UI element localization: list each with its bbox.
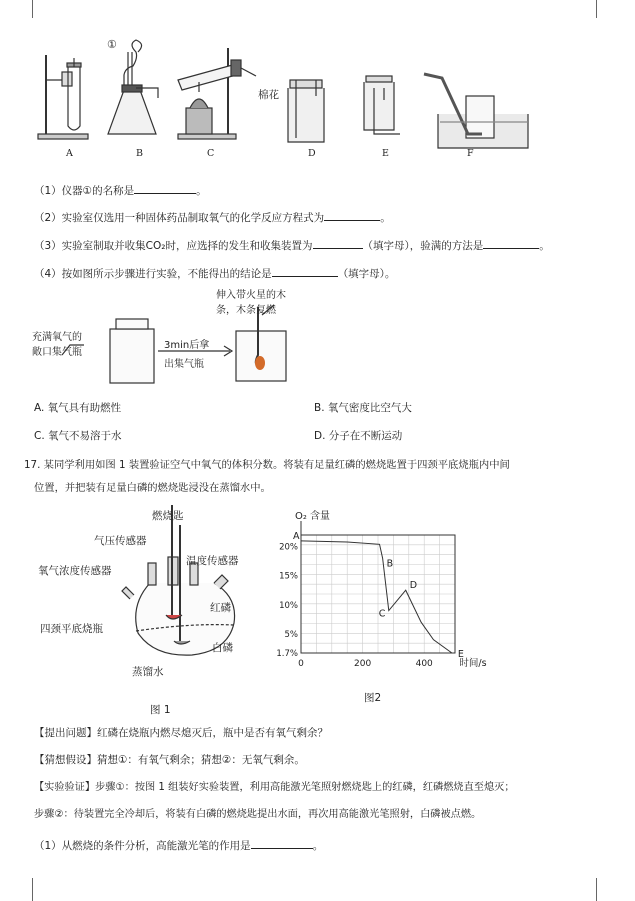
corner-mark-top-right: [596, 0, 611, 18]
q17-experiment-line2: 步骤②：待装置完全冷却后，将装有白磷的燃烧匙提出水面，再次用高能激光笔照射，白磷被点燃。: [34, 809, 482, 820]
corner-mark-top-left: [18, 0, 33, 18]
q16-option-c: C. 氧气不易溶于水: [34, 430, 122, 442]
q17-part1: （1）从燃烧的条件分析，高能激光笔的作用是 。: [34, 836, 323, 854]
fig1-pressure-label: 气压传感器: [94, 535, 147, 547]
fig2-caption: 图2: [364, 692, 382, 704]
x-tick-label: 200: [354, 659, 372, 669]
answer-blank[interactable]: [251, 836, 313, 849]
y-tick-label: 20%: [279, 542, 298, 553]
apparatus-c: [178, 48, 256, 139]
fig1-caption: 图 1: [150, 704, 171, 716]
answer-blank[interactable]: [272, 264, 338, 277]
o2-series-line: [301, 541, 452, 653]
fig1-water-label: 蒸馏水: [132, 666, 164, 678]
fig1-flask-label: 四颈平底烧瓶: [40, 623, 103, 635]
apparatus-b: [108, 40, 158, 134]
q16-option-a: A. 氧气具有助燃性: [34, 402, 122, 414]
fig1-temp-label: 温度传感器: [186, 555, 239, 567]
step-figure-box-label: 充满氧气的 敞口集气瓶: [32, 332, 82, 358]
apparatus-label-a: A: [66, 148, 73, 159]
point-label-e: E: [457, 649, 464, 660]
answer-blank[interactable]: [324, 208, 380, 221]
point-label-d: D: [409, 580, 418, 592]
q17-question: 【提出问题】红磷在烧瓶内燃尽熄灭后，瓶中是否有氧气剩余？: [34, 727, 328, 739]
corner-mark-bottom-left: [18, 878, 33, 901]
step-note: 伸入带火星的木 条，木条复燃: [216, 290, 286, 316]
y-tick-label: 15%: [279, 571, 298, 582]
q16-part3: （3）实验室制取并收集CO₂时，应选择的发生和收集装置为 （填字母），验满的方法是 。: [34, 236, 550, 254]
cotton-label: 棉花: [258, 89, 279, 101]
x-axis-label: 时间/s: [459, 658, 487, 669]
apparatus-label-b: B: [136, 148, 143, 159]
apparatus-d: [288, 80, 324, 142]
fig1-o2-label: 氧气浓度传感器: [38, 565, 112, 577]
q16-part2: （2）实验室仅选用一种固体药品制取氧气的化学反应方程式为 。: [34, 208, 391, 226]
q17-hypothesis: 【猜想假设】猜想①：有氧气剩余；猜想②：无氧气剩余。: [34, 754, 305, 766]
q17-experiment-line1: 【实验验证】步骤①：按图 1 组装好实验装置，利用高能激光笔照射燃烧匙上的红磷，红磷燃烧直至熄灭；: [34, 782, 515, 793]
fig1-spoon-label: 燃烧匙: [152, 510, 184, 522]
step-arrow-top: 3min后拿: [164, 340, 210, 351]
q17-stem-line1: 17. 某同学利用如图 1 装置验证空气中氧气的体积分数。将装有足量红磷的燃烧匙置于四颈平底烧瓶内中间: [24, 459, 510, 471]
q16-part1: （1）仪器①的名称是 。: [34, 181, 207, 199]
apparatus-f: [424, 74, 528, 148]
fig1-redp-label: 红磷: [210, 602, 231, 614]
apparatus-label-e: E: [382, 148, 389, 159]
point-label-b: B: [386, 558, 394, 570]
q16-option-b: B. 氧气密度比空气大: [314, 402, 412, 414]
answer-blank[interactable]: [134, 181, 196, 194]
y-tick-label: 5%: [284, 629, 298, 640]
q16-part4: （4）按如图所示步骤进行实验，不能得出的结论是 （填字母）。: [34, 264, 395, 282]
q16-option-d: D. 分子在不断运动: [314, 430, 403, 442]
point-label-c: C: [378, 608, 386, 620]
q17-stem-line2: 位置，并把装有足量白磷的燃烧匙浸没在蒸馏水中。: [34, 482, 271, 494]
step-arrow-bottom: 出集气瓶: [164, 359, 204, 370]
y-tick-label: 10%: [279, 600, 298, 611]
chart-title: O₂ 含量: [295, 511, 331, 522]
answer-blank[interactable]: [313, 236, 363, 249]
apparatus-label-c: C: [207, 148, 215, 159]
apparatus-e: [364, 76, 400, 134]
apparatus-a: [38, 55, 88, 139]
apparatus-marker-1: ①: [107, 38, 117, 51]
x-tick-label: 400: [415, 659, 433, 669]
apparatus-label-f: F: [467, 148, 474, 159]
corner-mark-bottom-right: [596, 878, 611, 901]
apparatus-label-d: D: [308, 148, 316, 159]
point-label-a: A: [293, 530, 300, 542]
answer-blank[interactable]: [483, 236, 539, 249]
o2-content-chart: [265, 505, 487, 680]
fig1-whitep-label: 白磷: [212, 642, 233, 654]
x-tick-label: 0: [298, 659, 304, 669]
y-tick-label: 1.7%: [276, 649, 298, 659]
